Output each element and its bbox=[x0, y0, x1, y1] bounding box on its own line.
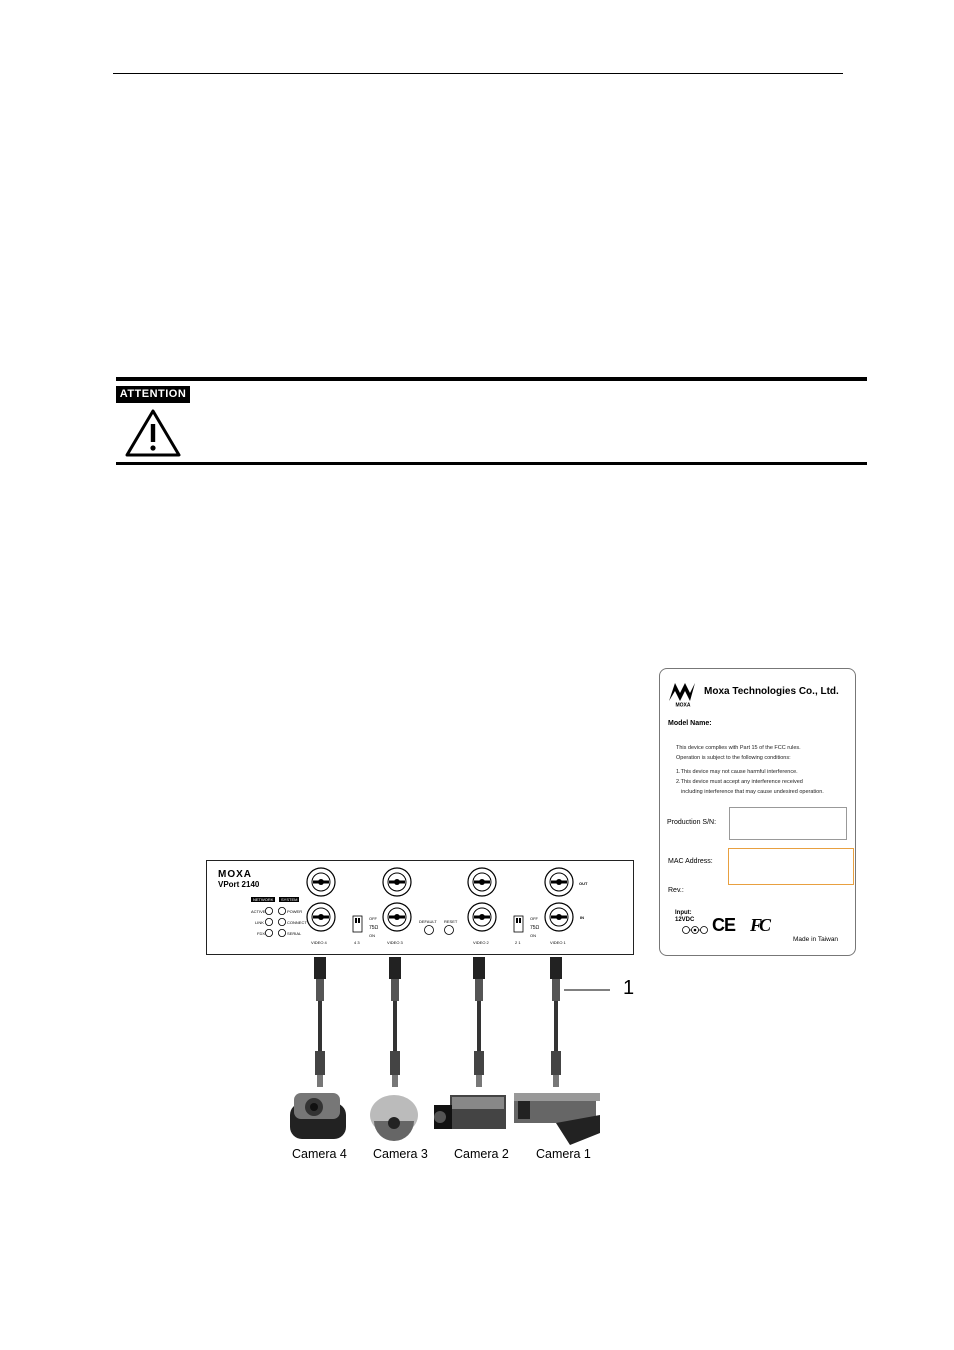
out-label: OUT bbox=[579, 881, 588, 886]
header-rule bbox=[113, 73, 843, 74]
camera-4-label: Camera 4 bbox=[292, 1147, 347, 1161]
port-label: VIDEO 3 bbox=[387, 940, 403, 945]
made-in-label: Made in Taiwan bbox=[793, 936, 839, 943]
dip-on-label: ON bbox=[369, 933, 375, 938]
in-label: IN bbox=[580, 915, 584, 920]
camera-1-label: Camera 1 bbox=[536, 1147, 591, 1161]
video-cable-icon bbox=[473, 957, 485, 1087]
camera-1-icon bbox=[514, 1093, 600, 1145]
port-label: VIDEO 2 bbox=[473, 940, 489, 945]
fcc-line: including interference that may cause undesired operation. bbox=[681, 789, 824, 795]
video-cable-icon bbox=[550, 957, 562, 1087]
attention-badge: ATTENTION bbox=[116, 386, 190, 403]
model-name-label: Model Name: bbox=[668, 720, 712, 727]
bnc-port-icon bbox=[383, 868, 411, 896]
led-label: LINK bbox=[255, 920, 264, 925]
default-button-label: DEFAULT bbox=[419, 919, 437, 924]
moxa-logo-icon bbox=[668, 681, 698, 707]
fcc-line: 2.This device must accept any interference received bbox=[676, 779, 803, 785]
svg-text:MOXA: MOXA bbox=[675, 702, 691, 707]
dip-off-label: OFF bbox=[530, 916, 538, 921]
dip-numbers: 2 1 bbox=[515, 940, 521, 945]
ohm-label: 75Ω bbox=[530, 925, 540, 931]
network-header: NETWORK bbox=[253, 897, 274, 902]
bnc-port-icon bbox=[545, 903, 573, 931]
vport-front-panel bbox=[206, 860, 634, 955]
mac-address-box bbox=[728, 848, 854, 885]
input-rating bbox=[675, 910, 694, 924]
bnc-port-icon bbox=[307, 903, 335, 931]
device-model: VPort 2140 bbox=[218, 880, 260, 889]
camera-2-icon bbox=[434, 1095, 506, 1129]
system-header: SYSTEM bbox=[281, 897, 298, 902]
fcc-mark: FC bbox=[750, 915, 769, 935]
fcc-line: 1.This device may not cause harmful interference. bbox=[676, 769, 798, 775]
warning-triangle-icon bbox=[124, 408, 182, 458]
product-label bbox=[659, 668, 856, 956]
bnc-port-icon bbox=[468, 903, 496, 931]
reset-button-label: RESET bbox=[444, 919, 458, 924]
bnc-port-icon bbox=[545, 868, 573, 896]
ce-mark: CE bbox=[712, 915, 736, 935]
dip-numbers: 4 3 bbox=[354, 940, 360, 945]
callout-number: 1 bbox=[623, 977, 635, 999]
led-label: POWER bbox=[287, 909, 303, 914]
attention-top-rule bbox=[116, 377, 867, 381]
mac-address-label: MAC Address: bbox=[668, 858, 713, 865]
bnc-port-icon bbox=[307, 868, 335, 896]
rev-label: Rev.: bbox=[668, 887, 684, 894]
camera-2-label: Camera 2 bbox=[454, 1147, 509, 1161]
polarity-icon bbox=[682, 925, 708, 935]
attention-bottom-rule bbox=[116, 462, 867, 465]
bnc-port-icon bbox=[468, 868, 496, 896]
fcc-line: This device complies with Part 15 of the FCC rules. bbox=[676, 745, 801, 751]
company-name: Moxa Technologies Co., Ltd. bbox=[704, 686, 839, 697]
port-label: VIDEO 4 bbox=[311, 940, 327, 945]
led-label: FDX bbox=[257, 931, 265, 936]
cables-and-cameras-illustration bbox=[270, 955, 610, 1145]
ohm-label: 75Ω bbox=[369, 925, 379, 931]
video-cable-icon bbox=[389, 957, 401, 1087]
led-label: SERIAL bbox=[287, 931, 302, 936]
input-voltage: 12VDC bbox=[675, 917, 695, 923]
dip-on-label: ON bbox=[530, 933, 536, 938]
led-label: CONNECT bbox=[287, 920, 307, 925]
fcc-line: Operation is subject to the following conditions: bbox=[676, 755, 791, 761]
camera-3-icon bbox=[370, 1095, 418, 1141]
production-sn-label: Production S/N: bbox=[667, 819, 717, 826]
camera-4-icon bbox=[290, 1093, 346, 1139]
production-sn-box bbox=[729, 807, 847, 840]
camera-3-label: Camera 3 bbox=[373, 1147, 428, 1161]
panel-hardware-icon bbox=[207, 861, 633, 954]
port-label: VIDEO 1 bbox=[550, 940, 566, 945]
bnc-port-icon bbox=[383, 903, 411, 931]
led-label: ACTIVE bbox=[251, 909, 266, 914]
dip-off-label: OFF bbox=[369, 916, 377, 921]
device-brand: MOXA bbox=[218, 869, 252, 880]
video-cable-icon bbox=[314, 957, 326, 1087]
input-line: Input: bbox=[675, 910, 692, 916]
